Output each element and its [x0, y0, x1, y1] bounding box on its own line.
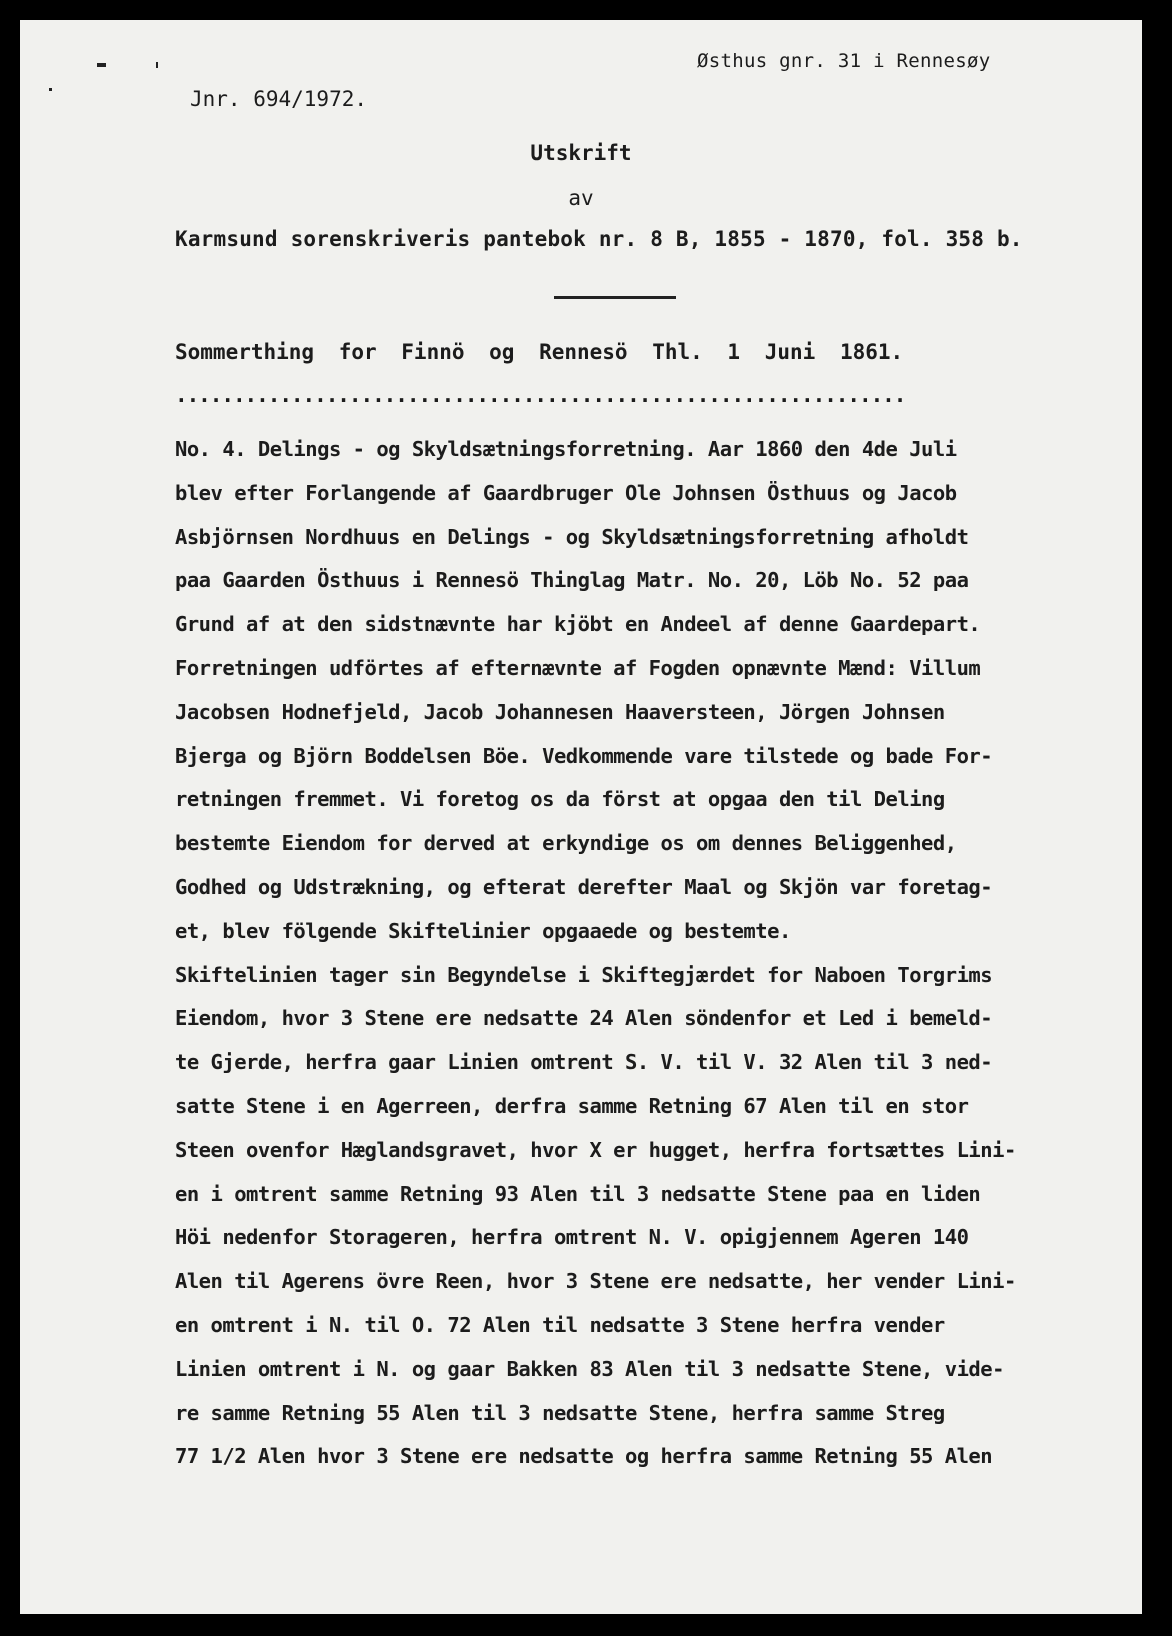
- text-line: Jacobsen Hodnefjeld, Jacob Johannesen Haaversteen, Jörgen Johnsen: [175, 699, 945, 724]
- court-session-line: Sommerthing for Finnö og Rennesö Thl. 1 Juni 1861.: [175, 340, 904, 364]
- heading-connector: av: [568, 186, 594, 210]
- deed-body-text: [175, 428, 1135, 1479]
- text-line: Forretningen udförtes af efternævnte af Fogden opnævnte Mænd: Villum: [175, 655, 981, 680]
- source-reference: Karmsund sorenskriveris pantebok nr. 8 B, 1855 - 1870, fol. 358 b.: [175, 227, 1023, 251]
- text-line: Grund af at den sidstnævnte har kjöbt en Andeel af denne Gaardepart.: [175, 612, 981, 637]
- text-line: et, blev fölgende Skiftelinier opgaaede og bestemte.: [175, 918, 791, 943]
- text-line: Linien omtrent i N. og gaar Bakken 83 Alen til 3 nedsatte Stene, vide-: [175, 1356, 1004, 1381]
- corner-reference-note: Østhus gnr. 31 i Rennesøy: [697, 50, 991, 72]
- heading-divider: [554, 296, 676, 299]
- text-line: Höi nedenfor Storageren, herfra omtrent N. V. opigjennem Ageren 140: [175, 1225, 969, 1250]
- text-line: Godhed og Udstrækning, og efterat derefter Maal og Skjön var foretag-: [175, 874, 993, 899]
- text-line: blev efter Forlangende af Gaardbruger Ole Johnsen Östhuus og Jacob: [175, 480, 957, 505]
- document-heading: Utskrift: [530, 141, 632, 165]
- document-page: [20, 20, 1142, 1614]
- scan-mark: [49, 88, 52, 91]
- text-line: en omtrent i N. til O. 72 Alen til nedsatte 3 Stene herfra vender: [175, 1312, 945, 1337]
- text-line: Steen ovenfor Hæglandsgravet, hvor X er hugget, herfra fortsættes Lini-: [175, 1137, 1016, 1162]
- text-line: No. 4. Delings - og Skyldsætningsforretning. Aar 1860 den 4de Juli: [175, 437, 957, 461]
- text-line: satte Stene i en Agerreen, derfra samme Retning 67 Alen til en stor: [175, 1093, 969, 1118]
- text-line: bestemte Eiendom for derved at erkyndige os om dennes Beliggenhed,: [175, 831, 957, 856]
- text-line: Asbjörnsen Nordhuus en Delings - og Skyldsætningsforretning afholdt: [175, 524, 969, 549]
- text-line: Bjerga og Björn Boddelsen Böe. Vedkommende vare tilstede og bade For-: [175, 743, 993, 768]
- scan-mark: [97, 63, 106, 67]
- text-line: Skiftelinien tager sin Begyndelse i Skiftegjærdet for Naboen Torgrims: [175, 962, 993, 987]
- text-line: re samme Retning 55 Alen til 3 nedsatte Stene, herfra samme Streg: [175, 1400, 945, 1425]
- text-line: en i omtrent samme Retning 93 Alen til 3 nedsatte Stene paa en liden: [175, 1181, 981, 1206]
- text-line: retningen fremmet. Vi foretog os da först at opgaa den til Deling: [175, 787, 945, 812]
- text-line: Alen til Agerens övre Reen, hvor 3 Stene ere nedsatte, her vender Lini-: [175, 1269, 1016, 1294]
- scan-mark: [156, 62, 158, 68]
- text-line: Eiendom, hvor 3 Stene ere nedsatte 24 Alen söndenfor et Led i bemeld-: [175, 1006, 993, 1031]
- text-line: te Gjerde, herfra gaar Linien omtrent S. V. til V. 32 Alen til 3 ned-: [175, 1050, 993, 1075]
- text-line: 77 1/2 Alen hvor 3 Stene ere nedsatte og herfra samme Retning 55 Alen: [175, 1444, 993, 1469]
- journal-number: Jnr. 694/1972.: [190, 87, 368, 111]
- dotted-separator: ...............................................................: [175, 383, 906, 407]
- text-line: paa Gaarden Östhuus i Rennesö Thinglag Matr. No. 20, Löb No. 52 paa: [175, 568, 969, 593]
